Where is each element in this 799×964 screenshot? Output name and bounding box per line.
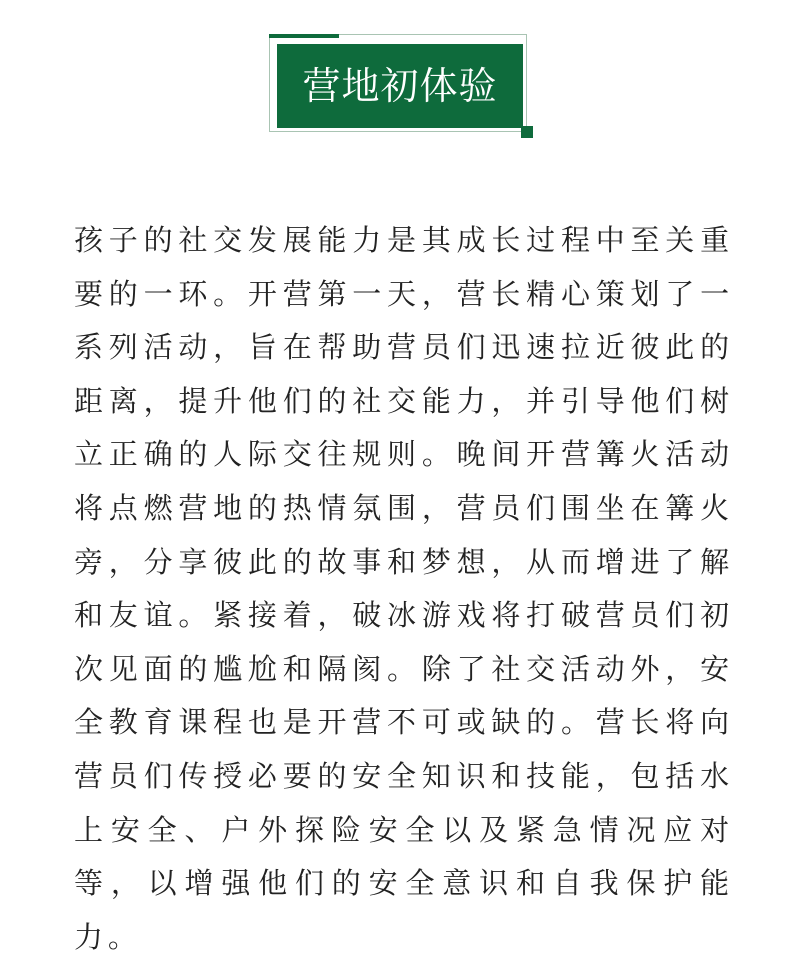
section-title: 营地初体验 xyxy=(302,64,498,108)
section-title-badge xyxy=(269,34,531,140)
title-accent-bar xyxy=(269,34,339,38)
title-corner-square xyxy=(521,126,533,138)
article-paragraph: 孩子的社交发展能力是其成长过程中至关重要的一环。开营第一天，营长精心策划了一系列活动，旨在帮助营员们迅速拉近彼此的距离，提升他们的社交能力，并引导他们树立正确的人际交往规则。晚间开营篝火活动将点燃营地的热情氛围，营员们围坐在篝火旁，分享彼此的故事和梦想，从而增进了解和友谊。紧接着，破冰游戏将打破营员们初次见面的尴尬和隔阂。除了社交活动外，安全教育课程也是开营不可或缺的。营长将向营员们传授必要的安全知识和技能，包括水上安全、户外探险安全以及紧急情况应对等，以增强他们的安全意识和自我保护能力。 xyxy=(74,223,734,954)
title-box xyxy=(277,44,523,128)
